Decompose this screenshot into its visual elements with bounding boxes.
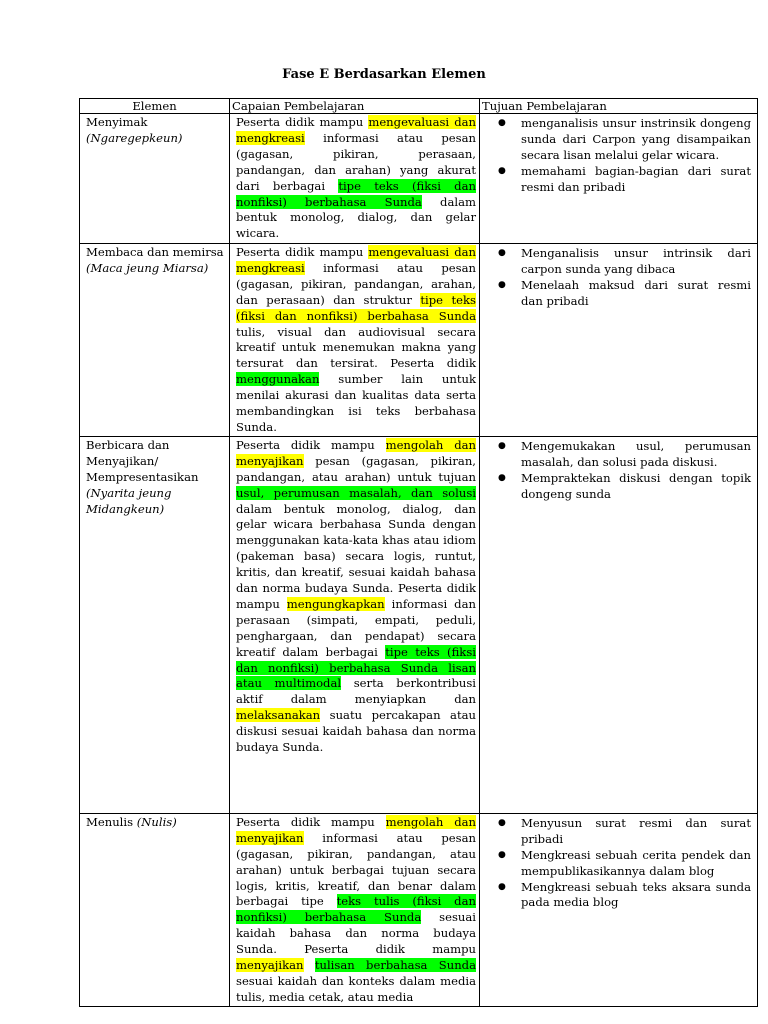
tujuan-cell [480, 436, 758, 813]
capaian-text: sumber lain untuk menilai akurasi dan kualitas data serta membandingkan isi teks berbahasa Sunda. [236, 372, 476, 434]
highlighted-phrase: tipe teks (fiksi dan nonfiksi) berbahasa Sunda lisan atau multimodal [236, 644, 476, 691]
capaian-text: Peserta didik mampu [236, 437, 386, 452]
list-item: ● Menyusun surat resmi dan surat pribadi [486, 816, 751, 848]
capaian-text: pesan (gagasan, pikiran, pandangan, atau arahan) untuk tujuan [236, 453, 476, 484]
elemen-name: Membaca dan memirsa [86, 245, 224, 259]
highlighted-phrase: menggunakan [236, 372, 320, 387]
capaian-text: sesuai kaidah bahasa dan norma budaya Sunda. Peserta didik mampu [236, 910, 476, 957]
capaian-cell [230, 244, 480, 437]
highlighted-phrase: menyajikan [236, 958, 304, 973]
capaian-cell [230, 813, 480, 1006]
header-capaian: Capaian Pembelajaran [230, 99, 480, 114]
table-row [80, 813, 758, 1006]
highlighted-phrase: tipe teks (fiksi dan nonfiksi) berbahasa Sunda [236, 292, 476, 323]
list-item: ● menganalisis unsur instrinsik dongeng sunda dari Carpon yang disampaikan secara lisan melalui gelar wicara. [486, 116, 751, 164]
table-header-row [80, 99, 758, 114]
highlighted-phrase: tipe teks (fiksi dan nonfiksi) berbahasa Sunda [236, 178, 476, 209]
list-item: ● memahami bagian-bagian dari surat resmi dan pribadi [486, 164, 751, 196]
capaian-text: serta berkontribusi aktif dalam menyiapkan dan [236, 676, 476, 707]
list-item: ● Mempraktekan diskusi dengan topik dongeng sunda [486, 471, 751, 503]
list-item: ● Mengemukakan usul, perumusan masalah, dan solusi pada diskusi. [486, 439, 751, 471]
highlighted-phrase: mengevaluasi dan mengkreasi [236, 115, 476, 145]
elemen-name: Berbicara dan Menyajikan/ Mempresentasikan [86, 437, 199, 484]
capaian-text: sesuai kaidah dan konteks dalam media tulis, media cetak, atau media [236, 973, 476, 1004]
list-item: ● Menganalisis unsur intrinsik dari carpon sunda yang dibaca [486, 246, 751, 278]
page-title: Fase E Berdasarkan Elemen [282, 67, 486, 82]
capaian-cell [230, 114, 480, 244]
list-item: ● Mengkreasi sebuah cerita pendek dan mempublikasikannya dalam blog [486, 848, 751, 880]
capaian-text: tulis, visual dan audiovisual secara kreatif untuk menemukan makna yang tersurat dan tersirat. Peserta didik [236, 324, 476, 371]
highlighted-phrase: mengungkapkan [286, 596, 385, 611]
capaian-text: Peserta didik mampu [236, 115, 369, 129]
elemen-table [79, 98, 758, 1007]
list-item: ● Menelaah maksud dari surat resmi dan pribadi [486, 278, 751, 310]
header-tujuan: Tujuan Pembelajaran [480, 99, 758, 114]
elemen-subtitle: (Nyarita jeung Midangkeun) [86, 485, 172, 516]
tujuan-cell [480, 114, 758, 244]
capaian-text: informasi atau pesan (gagasan, pikiran, perasaan, pandangan, dan arahan) yang akurat dari berbagai [236, 130, 476, 193]
capaian-text: Peserta didik mampu [236, 814, 386, 829]
highlighted-phrase: teks tulis (fiksi dan nonfiksi) berbahasa Sunda [236, 894, 476, 925]
elemen-subtitle: (Maca jeung Miarsa) [86, 260, 209, 275]
capaian-text: informasi dan perasaan (simpati, empati, peduli, penghargaan, dan pendapat) secara kreatif dalam berbagai [236, 596, 476, 659]
tujuan-list [486, 246, 751, 310]
capaian-text: informasi atau pesan (gagasan, pikiran, pandangan, atau arahan) untuk berbagai tujuan secara logis, kritis, kreatif, dan benar dalam berbagai tipe [236, 830, 476, 909]
tujuan-cell [480, 813, 758, 1006]
capaian-cell [230, 436, 480, 813]
tujuan-cell [480, 244, 758, 437]
table-row [80, 436, 758, 813]
tujuan-list [486, 816, 751, 911]
highlighted-phrase: tulisan berbahasa Sunda [314, 958, 476, 973]
elemen-subtitle: (Ngaregepkeun) [86, 130, 183, 145]
highlighted-phrase: melaksanakan [236, 708, 321, 723]
capaian-text: Peserta didik mampu [236, 245, 369, 259]
highlighted-phrase: mengolah dan menyajikan [236, 437, 476, 468]
elemen-cell [80, 244, 230, 437]
highlighted-phrase: usul, perumusan masalah, dan solusi [236, 485, 476, 500]
elemen-name: Menulis [86, 814, 134, 829]
capaian-text: suatu percakapan atau diskusi sesuai kaidah bahasa dan norma budaya Sunda. [236, 708, 476, 755]
capaian-text: dalam bentuk monolog, dialog, dan gelar wicara. [236, 194, 476, 241]
tujuan-list [486, 116, 751, 196]
elemen-subtitle: (Nulis) [136, 814, 177, 829]
tujuan-list [486, 439, 751, 503]
capaian-text: informasi atau pesan (gagasan, pikiran, pandangan, arahan, dan perasaan) dan struktur [236, 260, 476, 307]
capaian-text [304, 958, 315, 972]
elemen-cell [80, 813, 230, 1006]
list-item: ● Mengkreasi sebuah teks aksara sunda pada media blog [486, 880, 751, 912]
elemen-cell [80, 114, 230, 244]
elemen-name: Menyimak [86, 115, 148, 129]
header-elemen: Elemen [80, 99, 230, 114]
table-row [80, 244, 758, 437]
highlighted-phrase: mengevaluasi dan mengkreasi [236, 245, 476, 275]
table-row [80, 114, 758, 244]
highlighted-phrase: mengolah dan menyajikan [236, 814, 476, 845]
elemen-cell [80, 436, 230, 813]
capaian-text: dalam bentuk monolog, dialog, dan gelar wicara berbahasa Sunda dengan menggunakan kata-kata khas atau idiom (pakeman basa) secara logis, runtut, kritis, dan kreatif, sesuai kaidah bahasa dan norma budaya Sunda. Peserta didik mampu [236, 501, 476, 611]
